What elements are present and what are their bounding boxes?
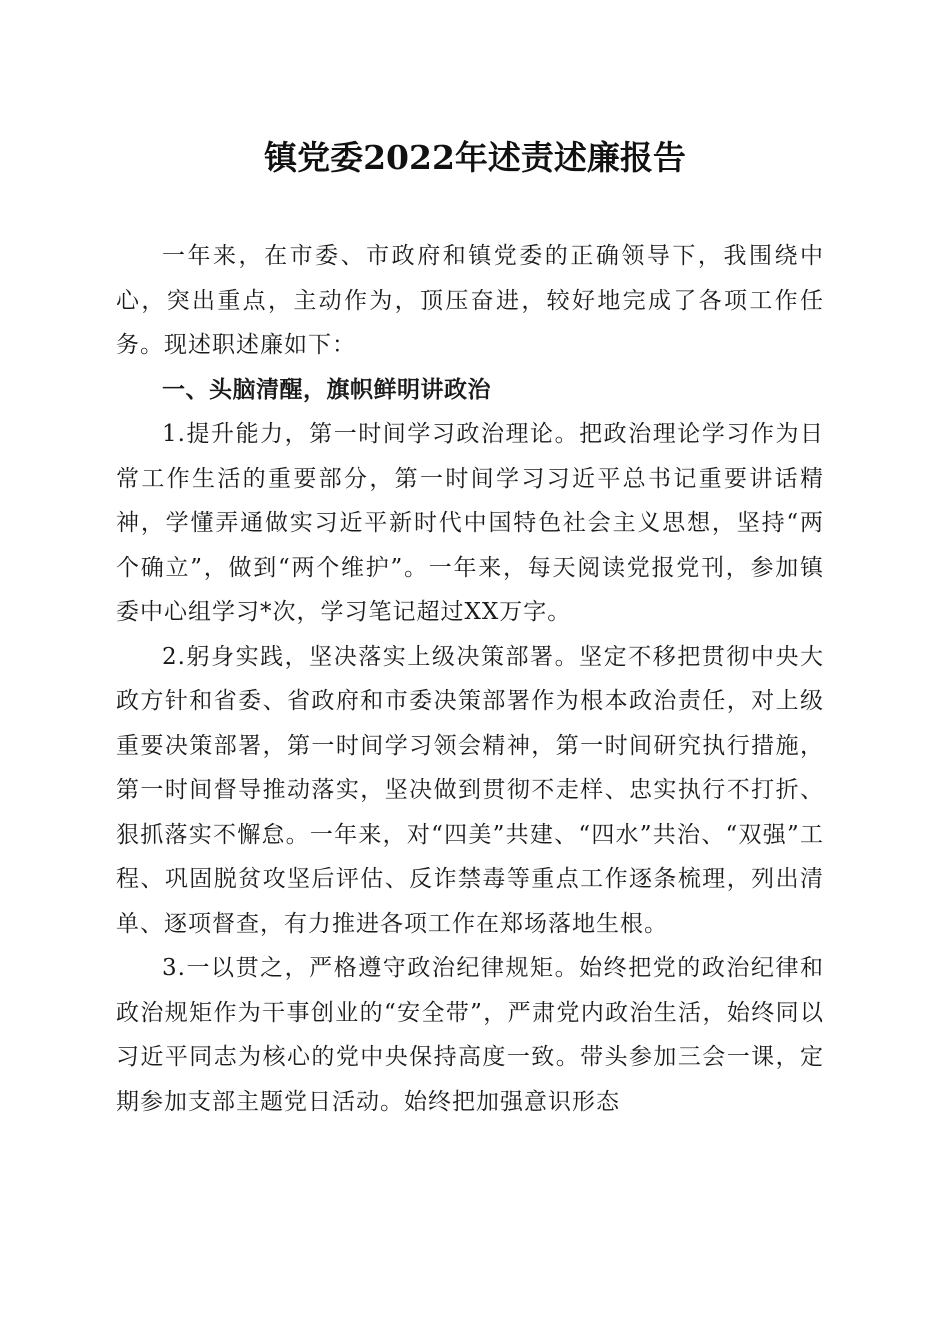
paragraph-3: 3.一以贯之，严格遵守政治纪律规矩。始终把党的政治纪律和政治规矩作为干事创业的“安全带”，严肃党内政治生活，始终同以习近平同志为核心的党中央保持高度一致。带头参加三会一课，定期参加支部主题党日活动。始终把加强意识形态 (116, 955, 824, 1115)
intro-paragraph: 一年来，在市委、市政府和镇党委的正确领导下，我围绕中心，突出重点，主动作为，顶压奋进，较好地完成了各项工作任务。现述职述廉如下： (116, 243, 824, 358)
document-title: 镇党委2022年述责述廉报告 (264, 138, 686, 177)
paragraph-2: 2.躬身实践，坚决落实上级决策部署。坚定不移把贯彻中央大政方针和省委、省政府和市委决策部署作为根本政治责任，对上级重要决策部署，第一时间学习领会精神，第一时间研究执行措施，第一时间督导推动落实，坚决做到贯彻不走样、忠实执行不打折、狠抓落实不懈怠。一年来，对“四美”共建、“四水”共治、“双强”工程、巩固脱贫攻坚后评估、反诈禁毒等重点工作逐条梳理，列出清单、逐项督查，有力推进各项工作在郑场落地生根。 (116, 643, 824, 937)
paragraph-1: 1.提升能力，第一时间学习政治理论。把政治理论学习作为日常工作生活的重要部分，第一时间学习习近平总书记重要讲话精神，学懂弄通做实习近平新时代中国特色社会主义思想，坚持“两个确立”，做到“两个维护”。一年来，每天阅读党报党刊，参加镇委中心组学习*次，学习笔记超过XX万字。 (116, 421, 824, 625)
document-body (116, 234, 824, 1124)
section-heading-1: 一、头脑清醒，旗帜鲜明讲政治 (162, 376, 491, 403)
